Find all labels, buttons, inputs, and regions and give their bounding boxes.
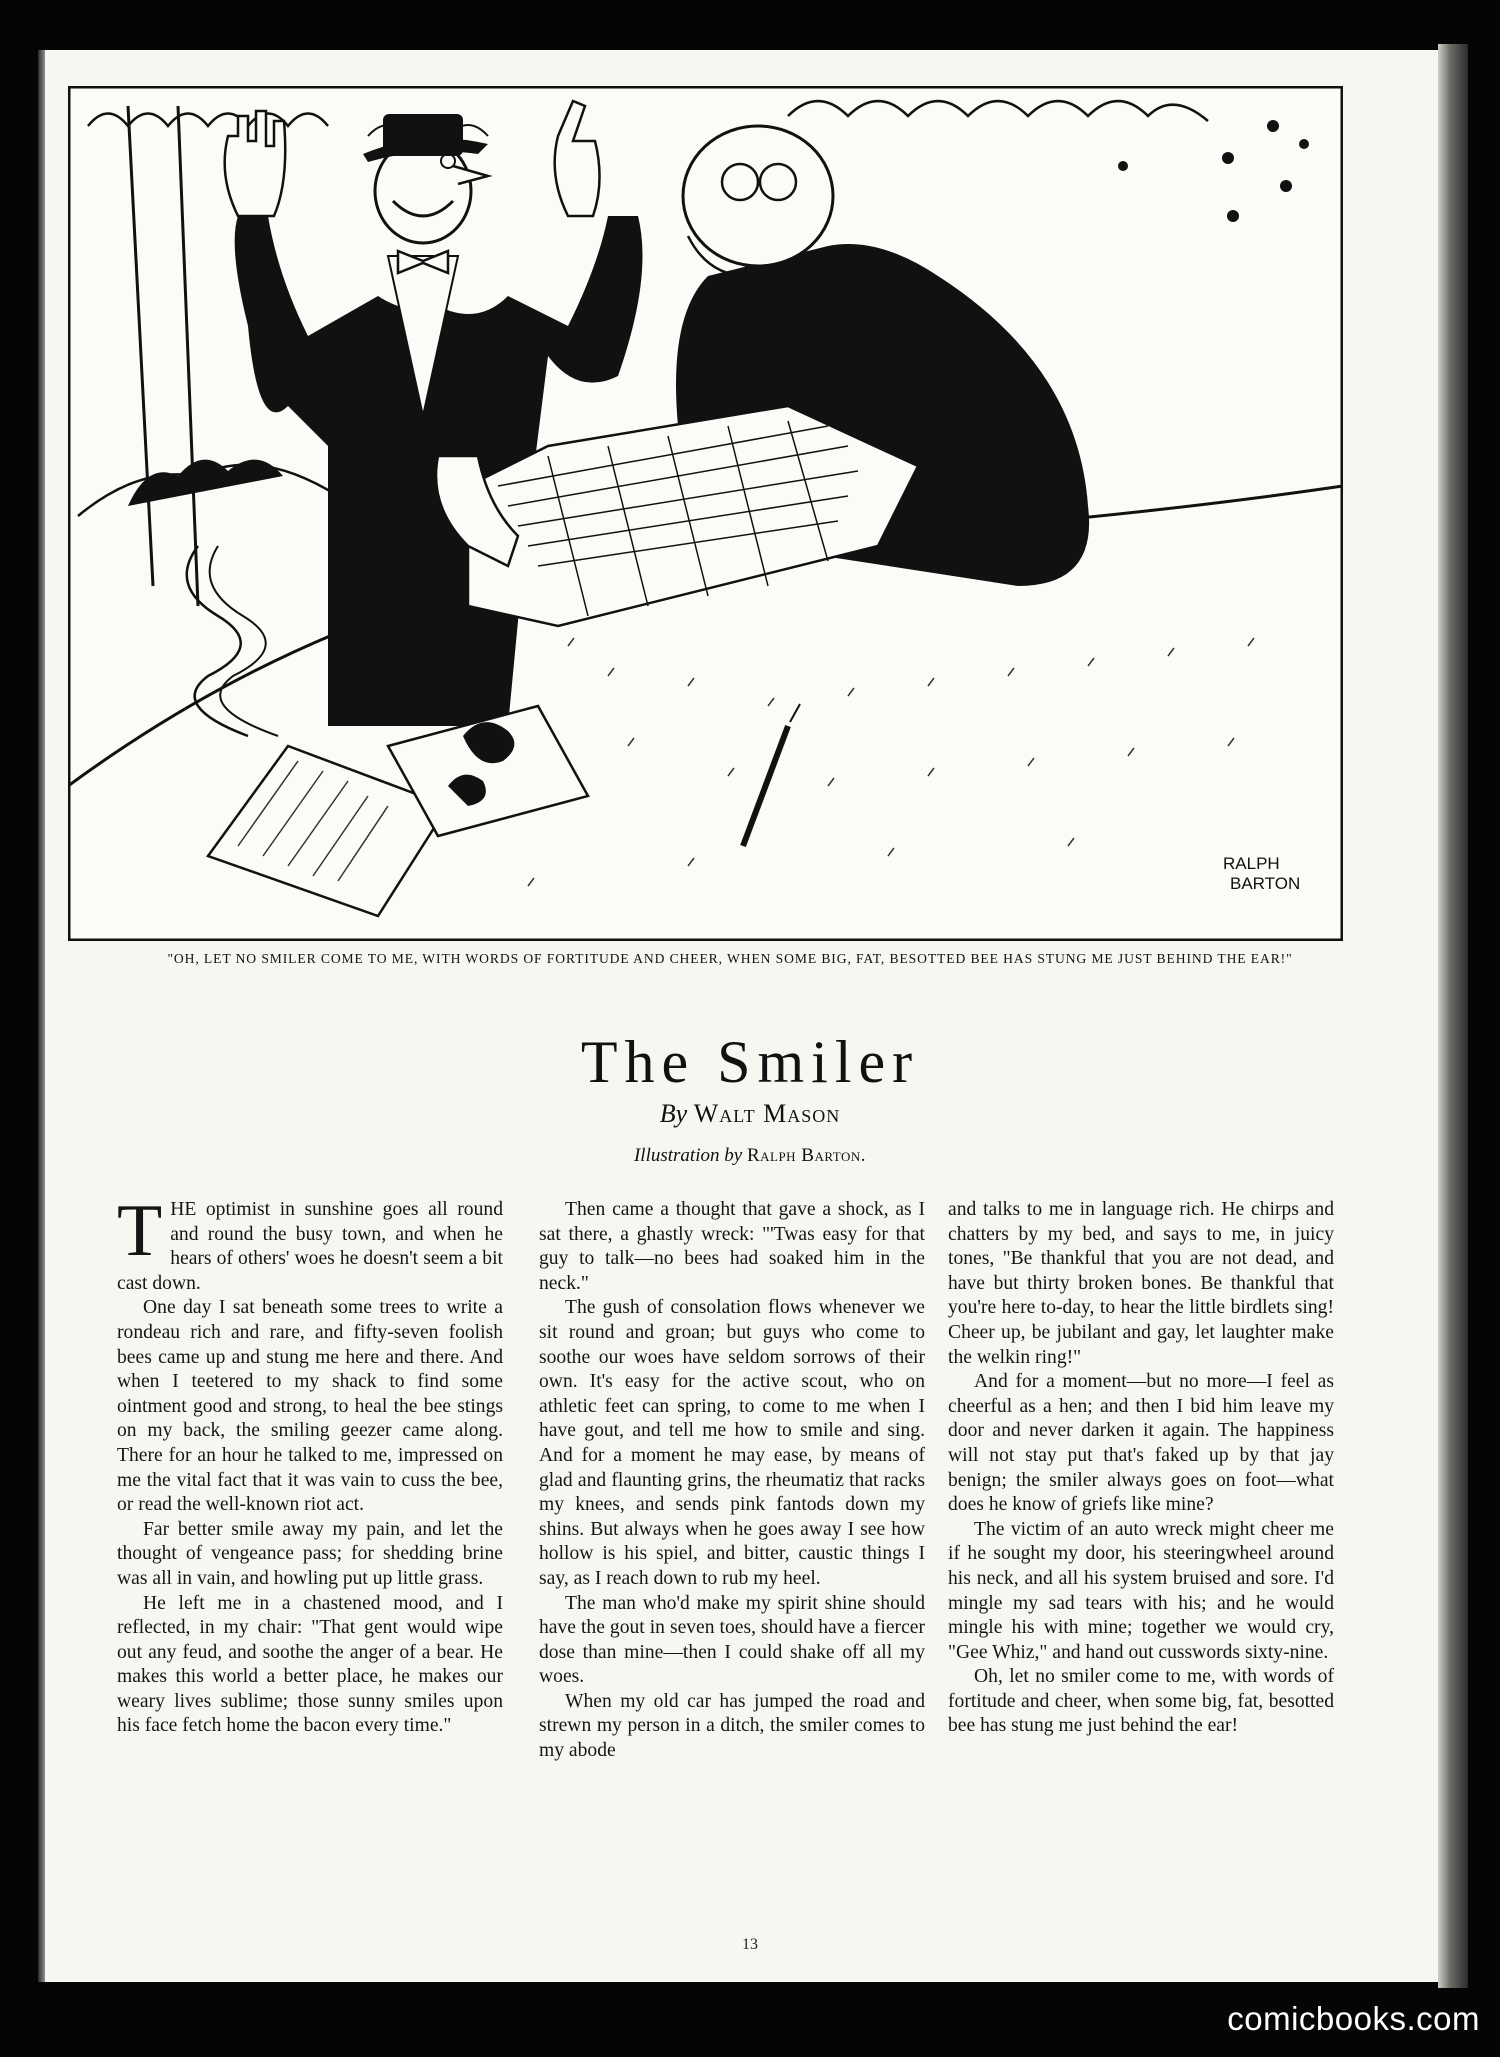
signature-line-2: BARTON [1230, 874, 1301, 893]
paragraph: Far better smile away my pain, and let the thought of vengeance pass; for shedding brine was all in vain, and howling put up little grass. [117, 1518, 503, 1589]
paragraph: The man who'd make my spirit shine should have the gout in seven toes, should have a fiercer dose than mine—then I could shake off all my woes. [539, 1592, 925, 1688]
illustration-caption: "OH, LET NO SMILER COME TO ME, WITH WORDS OF FORTITUDE AND CHEER, WHEN SOME BIG, FAT, BESOTTED BEE HAS STUNG ME JUST BEHIND THE EAR!" [167, 951, 1293, 966]
illustrator-name: Ralph Barton. [746, 1145, 866, 1166]
author-name: Walt Mason [693, 1099, 841, 1128]
drop-cap: T [117, 1190, 163, 1272]
text-column-3 [948, 1198, 1334, 1739]
paragraph: When my old car has jumped the road and strewn my person in a ditch, the smiler comes to my abode [539, 1690, 925, 1762]
paragraph: He left me in a chastened mood, and I reflected, in my chair: "That gent would wipe out any feud, and soothe the anger of a bear. He makes this world a better place, he makes our weary lives sublime; those sunny smiles upon his face fetch home the bacon every time." [117, 1592, 503, 1737]
paragraph: Then came a thought that gave a shock, as I sat there, a ghastly wreck: "'Twas easy for that guy to talk—no bees had soaked him in the neck." [539, 1199, 925, 1294]
page-binding-edge [1438, 44, 1468, 1988]
cartoon-illustration [68, 86, 1343, 941]
signature-line-1: RALPH [1223, 854, 1280, 873]
paragraph: Oh, let no smiler come to me, with words of fortitude and cheer, when some big, fat, besotted bee has stung me just behind the ear! [948, 1666, 1334, 1737]
text-column-2 [539, 1198, 925, 1764]
paragraph: and talks to me in language rich. He chirps and chatters by my bed, and says to me, in juicy tones, "Be thankful that you are not dead, and have but thirty broken bones. Be thankful that you're here to-day, to hear the little birdlets sing! Cheer up, be jubilant and gay, let laughter make the welkin ring!" [948, 1199, 1334, 1368]
paragraph-text: HE optimist in sunshine goes all round and round the busy town, and when he hears of others' woes he doesn't seem a bit cast down. [117, 1199, 503, 1294]
article-title: The Smiler [580, 1029, 920, 1095]
paragraph: The victim of an auto wreck might cheer me if he sought my door, his steeringwheel around his neck, and all his system bruised and sore. I'd mingle my sad tears with his; and he would mingle his with mine; together we would cry, "Gee Whiz," and hand out cusswords sixty-nine. [948, 1518, 1334, 1663]
text-column-1 [117, 1190, 503, 1739]
page-number: 13 [742, 1936, 758, 1953]
paragraph [117, 1190, 503, 1296]
paragraph: The gush of consolation flows whenever we sit round and groan; but guys who come to soothe our woes have seldom sorrows of their own. It's easy for the active scout, who on athletic feet can spring, to come to me when I have gout, and tell me how to smile and sing. And for a moment he may ease, by means of glad and flaunting grins, the rheumatiz that racks my knees, and sends pink fantods down my shins. But always when he goes away I see how hollow is his spiel, and bitter, caustic things I say, as I reach down to rub my heel. [539, 1297, 925, 1589]
illustration-credit-label: Illustration by [633, 1145, 743, 1166]
byline-prefix: By [659, 1099, 688, 1128]
byline [0, 1099, 1500, 1129]
paragraph: And for a moment—but no more—I feel as cheerful as a hen; and then I bid him leave my door and never darken it again. The happiness will not stay put that's faked up by that jay benign; the smiler always goes on foot—what does he know of griefs like mine? [948, 1371, 1334, 1516]
paragraph: One day I sat beneath some trees to write a rondeau rich and rare, and fifty-seven foolish bees came up and stung me here and there. And when I teetered to my shack to find some ointment good and strong, to heal the bee stings on my back, the smiling geezer came along. There for an hour he talked to me, impressed on me the vital fact that it was vain to cuss the bee, or read the well-known riot act. [117, 1297, 503, 1516]
site-watermark: comicbooks.com [1227, 2000, 1480, 2037]
illustration-credit [0, 1145, 1500, 1167]
